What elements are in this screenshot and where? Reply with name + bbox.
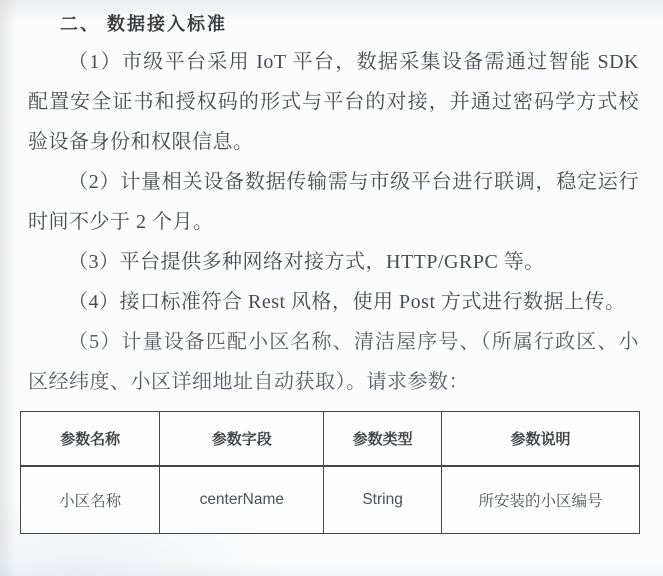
table-row	[21, 466, 640, 534]
section-title: 二、 数据接入标准	[60, 14, 228, 34]
paragraph-item-2: （2）计量相关设备数据传输需与市级平台进行联调，稳定运行时间不少于 2 个月。	[28, 171, 639, 233]
paragraph-item-5: （5）计量设备匹配小区名称、清洁屋序号、（所属行政区、小区经纬度、小区详细地址自动获取）。请求参数：	[28, 331, 639, 393]
paragraph-item-4: （4）接口标准符合 Rest 风格，使用 Post 方式进行数据上传。	[68, 291, 626, 313]
paragraph-item-1: （1）市级平台采用 IoT 平台，数据采集设备需通过智能 SDK 配置安全证书和授权码的形式与平台的对接，并通过密码学方式校验设备身份和权限信息。	[28, 51, 639, 153]
paragraph-item-3: （3）平台提供多种网络对接方式，HTTP/GRPC 等。	[68, 251, 545, 273]
table-header-row	[21, 412, 640, 467]
table-header-param-name: 参数名称	[21, 412, 160, 467]
table-cell-param-desc: 所安装的小区编号	[441, 466, 639, 534]
table-header-param-type: 参数类型	[324, 412, 442, 467]
table-cell-param-name: 小区名称	[21, 466, 160, 534]
request-parameters-table	[20, 411, 640, 534]
table-cell-param-field: centerName	[160, 466, 324, 534]
table-cell-param-type: String	[324, 466, 442, 534]
table-header-param-field: 参数字段	[160, 412, 324, 467]
table-header-param-desc: 参数说明	[441, 412, 639, 467]
